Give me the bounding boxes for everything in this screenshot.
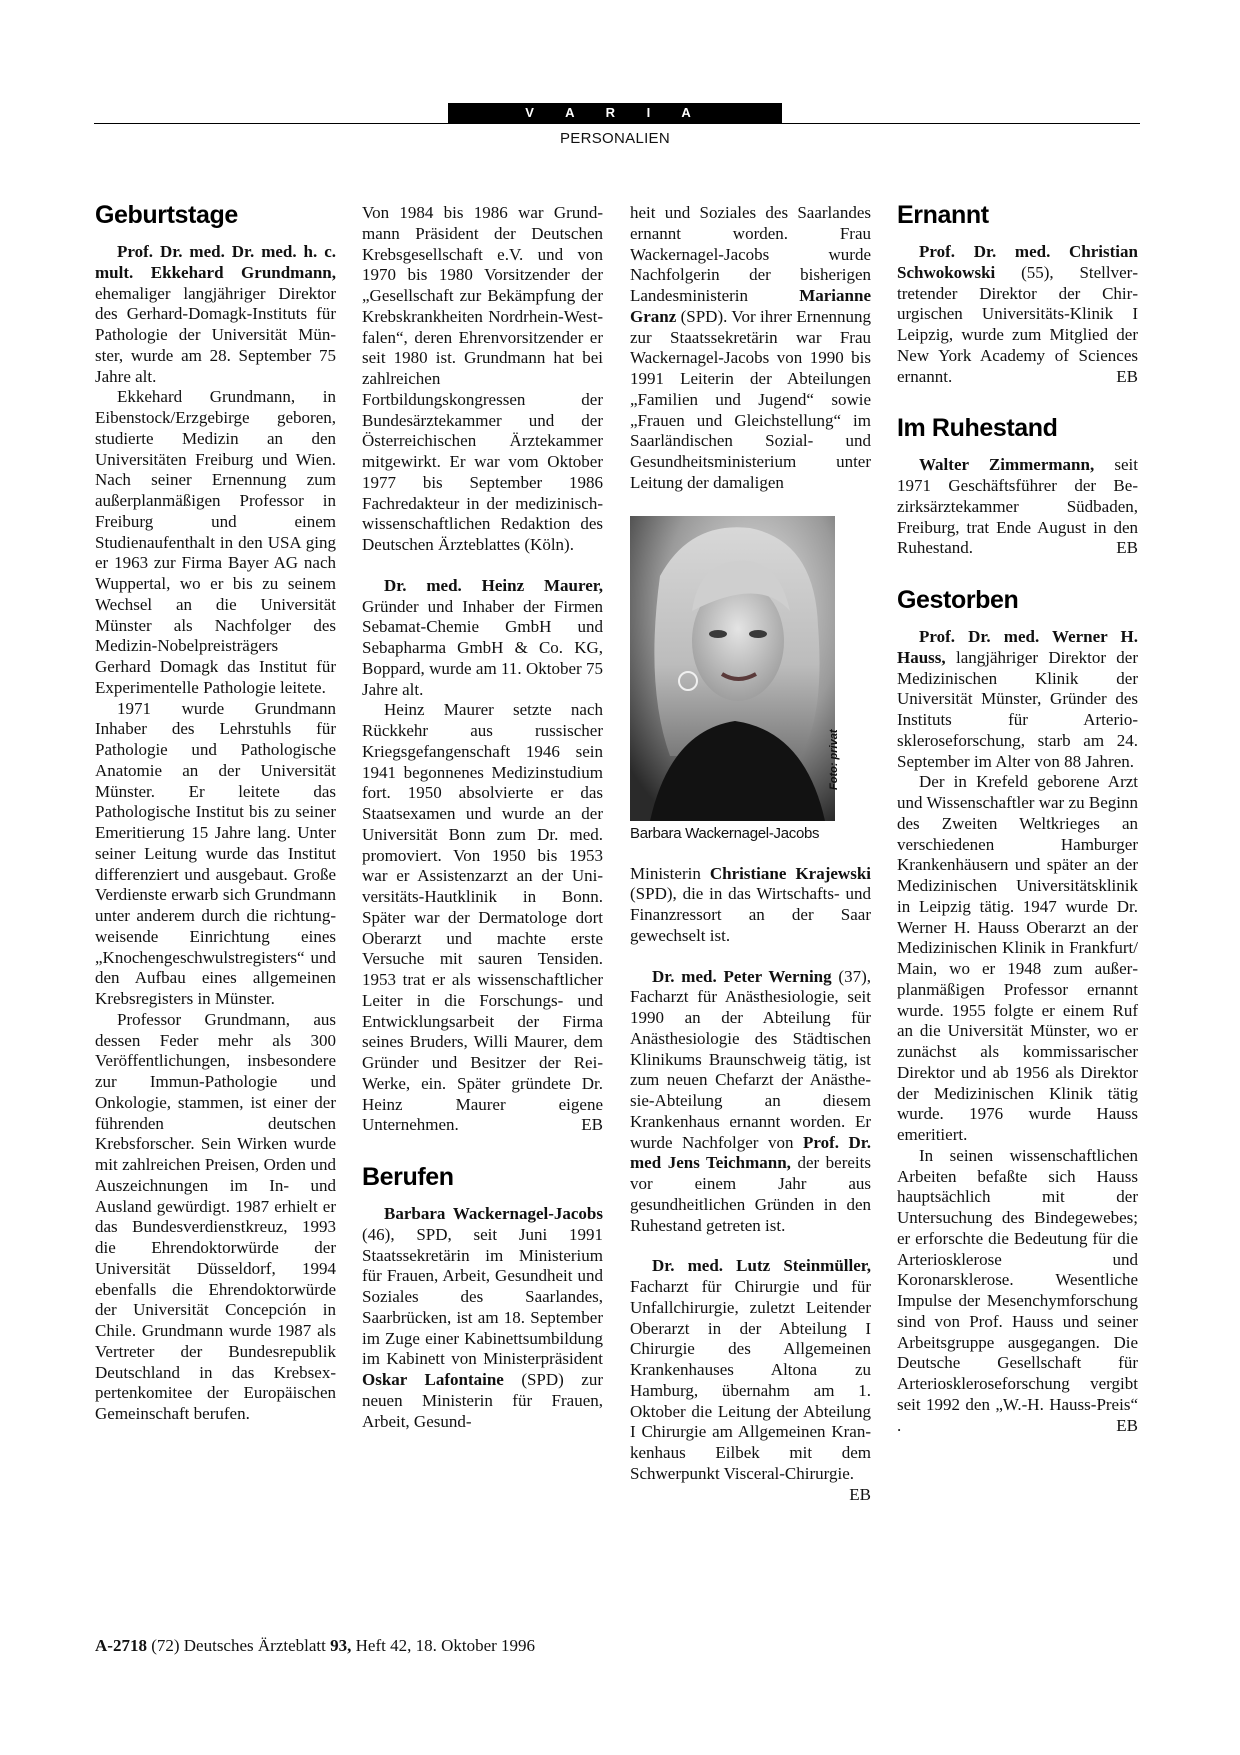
column-2	[362, 203, 603, 1432]
section-bar: V A R I A	[448, 103, 782, 123]
page-number: A-2718	[95, 1636, 147, 1655]
heading-ernannt: Ernannt	[897, 201, 989, 229]
paragraph: 1971 wurde Grundmann Inhaber des Lehrstuhls für Pathologie und Pathologische Anatomie an der Universität Münster. Er leitete das Pathologische Institut bis zu seiner Emeritierung 15 Jahre lang. Unter seiner Leitung wurde das Institut differenziert und ausgebaut. Große Verdienste erwarb sich Grundmann unter anderem durch die richtungweisende Einrichtung eines „Knochengeschwulstregisters“ und den Aufbau eines allgemeinen Krebsregisters in Münster.	[95, 698, 336, 1008]
paragraph: Von 1984 bis 1986 war Grundmann Präsident der Deutschen Krebsgesellschaft e.V. und von 1970 bis 1980 Vorsitzender der „Gesellschaft zur Bekämpfung der Krebskrankheiten Nordrhein-Westfalen“, deren Ehrenvorsitzender er seit 1980 ist. Grundmann hat bei zahlreichen Fortbildungskongressen der Bundesärztekammer und der Österreichischen Ärztekammer mitgewirkt. Er war vom Oktober 1977 bis September 1986 Fachredakteur in der medizinisch-wissenschaftlichen Redaktion des Deutschen Ärzteblattes (Köln).	[362, 203, 603, 554]
person-name: Oskar Lafontaine	[362, 1370, 504, 1389]
author-signature: EB	[1116, 366, 1138, 386]
paragraph: Professor Grundmann, aus dessen Feder mehr als 300 Veröffentlichungen, insbesondere zur Immun-Pathologie und Onkologie, stammen, ist einer der führenden deutschen Krebsforscher. Sein Wirken wurde mit zahlreichen Preisen, Orden und Auszeichnungen im In- und Ausland gewürdigt. 1987 erhielt er das Bundesverdienstkreuz, 1993 die Ehrendoktorwürde der Universität Düsseldorf, 1994 ebenfalls die Ehrendoktorwürde der Universität Concepción in Chile. Grundmann wurde 1987 als Vertreter der Bundesrepublik Deutschland in das Krebsexpertenkomitee der Europäischen Gemeinschaft berufen.	[95, 1009, 336, 1423]
volume-number: 93,	[330, 1636, 352, 1655]
column-3	[630, 203, 871, 1505]
photo-caption: Barbara Wackernagel-Jacobs	[630, 824, 820, 842]
column-1	[95, 200, 336, 1425]
person-name: Prof. Dr. med. Werner H. Hauss,	[897, 627, 1138, 667]
article-werning-intro: Dr. med. Peter Werning (37), Facharzt für Anästhesiologie, seit 1990 an der Abteilung für Anästhesiologie des Städtischen Klinikums Braunschweig tätig, ist zum neuen Chefarzt der Anästhesie-Abteilung an diesem Krankenhaus ernannt worden. Er wurde Nachfolger von Prof. Dr. med Jens Teichmann, der bereits vor einem Jahr aus gesundheitlichen Gründen in den Ruhestand getreten ist.	[630, 966, 871, 1235]
person-name: Prof. Dr. med. Dr. med. h. c. mult. Ekkehard Grundmann,	[95, 242, 336, 282]
paragraph: Ekkehard Grundmann, in Eibenstock/Erzgebirge geboren, studierte Medizin an den Universitäten Freiburg und Wien. Nach seiner Ernennung zum außerplanmäßigen Professor in Freiburg und einem Studienaufenthalt in den USA ging er 1963 zur Firma Bayer AG nach Wuppertal, wo er bis zu seinem Wechsel an die Universität Münster als Nachfolger des Medizin-Nobelpreisträgers Gerhard Domagk das Institut für Experimentelle Pathologie leitete.	[95, 387, 336, 697]
paragraph: Heinz Maurer setzte nach Rückkehr aus russischer Kriegsgefangenschaft 1946 sein 1941 begonnenes Medizinstudium fort. 1950 absolvierte er das Staatsexamen und wurde an der Universität Bonn zum Dr. med. promoviert. Von 1950 bis 1953 war er Assistenzarzt an der Universitäts-Hautklinik in Bonn. Später war der Dermatologe dort Oberarzt und machte erste Versuche mit sauren Tensiden. 1953 trat er als wissenschaftlicher Leiter in die Forschungs- und Entwicklungsarbeit der Firma seines Bruders, Willi Maurer, dem Gründer und Besitzer der Rei-Werke, ein. Später gründete Dr. Heinz Maurer eigene Unternehmen. EB	[362, 700, 603, 1135]
page-footer: A-2718 (72) Deutsches Ärzteblatt 93, Heft 42, 18. Oktober 1996	[95, 1636, 536, 1655]
author-signature: EB	[581, 1115, 603, 1135]
paragraph: In seinen wissenschaftlichen Arbeiten befaßte sich Hauss hauptsächlich mit der Untersuchung des Bindegewebes; er erforschte die Bedeutung für die Arteriosklerose und Koronarsklerose. Wesentliche Impulse der Mesenchymforschung sind von Prof. Hauss und seiner Arbeitsgruppe ausgegangen. Die Deutsche Gesellschaft für Arterioskleroseforschung vergibt seit 1992 den „W.-H. Hauss-Preis“ . EB	[897, 1145, 1138, 1435]
person-name: Barbara Wackernagel-Jacobs	[384, 1204, 603, 1223]
portrait-photo	[630, 516, 835, 821]
person-name: Prof. Dr. med. Christian Schwokowski	[897, 242, 1138, 282]
author-signature: EB	[1116, 1415, 1138, 1435]
person-name: Walter Zimmermann,	[919, 455, 1095, 475]
article-schwokowski: Prof. Dr. med. Christian Schwokowski (55), Stellvertretender Direktor der Chirurgischen Universitäts-Klinik I Leipzig, wurde zum Mitglied der New York Academy of Sciences ernannt. EB	[897, 242, 1138, 386]
paragraph: Der in Krefeld geborene Arzt und Wissenschaftler war zu Beginn des Zweiten Weltkrieges an verschiedenen Hamburger Krankenhäusern und später an der Medizinischen Universitätsklinik in Leipzig tätig. 1947 wurde Dr. Werner H. Hauss Oberarzt an der Medizinischen Klinik in Frankfurt/ Main, wo er 1948 zum außerplanmäßigen Professor ernannt wurde. 1955 folgte er einem Ruf an die Universität Münster, wo er zunächst als kommissarischer Direktor und ab 1956 als Direktor der Medizinischen Klinik tätig wurde. 1976 wurde Hauss emeritiert.	[897, 772, 1138, 1144]
person-name: Prof. Dr. med Jens Teichmann,	[630, 1132, 871, 1173]
heading-geburtstage: Geburtstage	[95, 201, 238, 229]
person-name: Dr. med. Heinz Maurer,	[384, 575, 603, 595]
portrait-image	[630, 516, 835, 821]
subsection-label: PERSONALIEN	[560, 130, 670, 147]
heading-im-ruhestand: Im Ruhestand	[897, 414, 1058, 443]
person-name: Dr. med. Lutz Steinmüller,	[652, 1256, 871, 1276]
photo-credit: Foto: privat	[828, 729, 840, 790]
article-wackernagel-intro: Barbara Wackernagel-Jacobs (46), SPD, seit Juni 1991 Staatssekretärin im Ministerium für Frauen, Arbeit, Gesundheit und Soziales des Saarlandes, Saarbrücken, ist am 18. September im Zuge einer Kabinettsumbildung im Kabinett von Ministerpräsident Oskar Lafontaine (SPD) zur neuen Ministerin für Frauen, Arbeit, Gesund-	[362, 1204, 603, 1431]
person-name: Marianne Granz	[630, 286, 871, 326]
person-name: Dr. med. Peter Werning	[652, 966, 832, 986]
article-hauss-intro: Prof. Dr. med. Werner H. Hauss, langjähriger Direktor der Medizinischen Klinik der Universität Münster, Gründer des Instituts für Arterioskleroseforschung, starb am 24. September im Alter von 88 Jahren.	[897, 627, 1138, 771]
heading-gestorben: Gestorben	[897, 586, 1019, 614]
column-4	[897, 200, 1138, 1436]
article-steinmueller-intro: Dr. med. Lutz Steinmüller, Facharzt für Chirurgie und für Unfallchirurgie, zuletzt Leitender Oberarzt in der Abteilung I Chirurgie des Allgemeinen Krankenhauses Altona zu Hamburg, übernahm am 1. Oktober die Leitung der Abteilung I Chirurgie am Allgemeinen Krankenhaus Eilbek mit dem Schwerpunkt Visceral-Chirurgie. EB	[630, 1256, 871, 1504]
heading-berufen: Berufen	[362, 1163, 454, 1191]
header-rule	[94, 123, 1140, 124]
article-maurer-intro: Dr. med. Heinz Maurer, Gründer und Inhaber der Firmen Sebamat-Chemie GmbH und Sebapharma GmbH & Co. KG, Boppard, wurde am 11. Oktober 75 Jahre alt.	[362, 575, 603, 699]
author-signature: EB	[849, 1484, 871, 1504]
article-zimmermann: Walter Zimmermann, seit 1971 Geschäftsführer der Bezirksärztekammer Südbaden, Freiburg, trat Ende August in den Ruhestand. EB	[897, 455, 1139, 558]
paragraph: Ministerin Christiane Krajewski (SPD), die in das Wirtschafts- und Finanzressort an der Saar gewechselt ist.	[630, 863, 871, 945]
person-name: Christiane Krajewski	[709, 863, 871, 883]
author-signature: EB	[1116, 538, 1138, 558]
article-grundmann-intro: Prof. Dr. med. Dr. med. h. c. mult. Ekkehard Grundmann, ehemaliger langjähriger Direktor des Gerhard-Domagk-Instituts für Pathologie der Universität Münster, wurde am 28. September 75 Jahre alt.	[95, 242, 336, 386]
paragraph: heit und Soziales des Saarlandes ernannt worden. Frau Wackernagel-Jacobs wurde Nachfolgerin der bisherigen Landesministerin Marianne Granz (SPD). Vor ihrer Ernennung zur Staatssekretärin war Frau Wackernagel-Jacobs von 1990 bis 1991 Leiterin der Abteilungen „Familien und Jugend“ sowie „Frauen und Gleichstellung“ im Saarländischen Sozial- und Gesundheitsministerium unter Leitung der damaligen	[630, 203, 871, 492]
